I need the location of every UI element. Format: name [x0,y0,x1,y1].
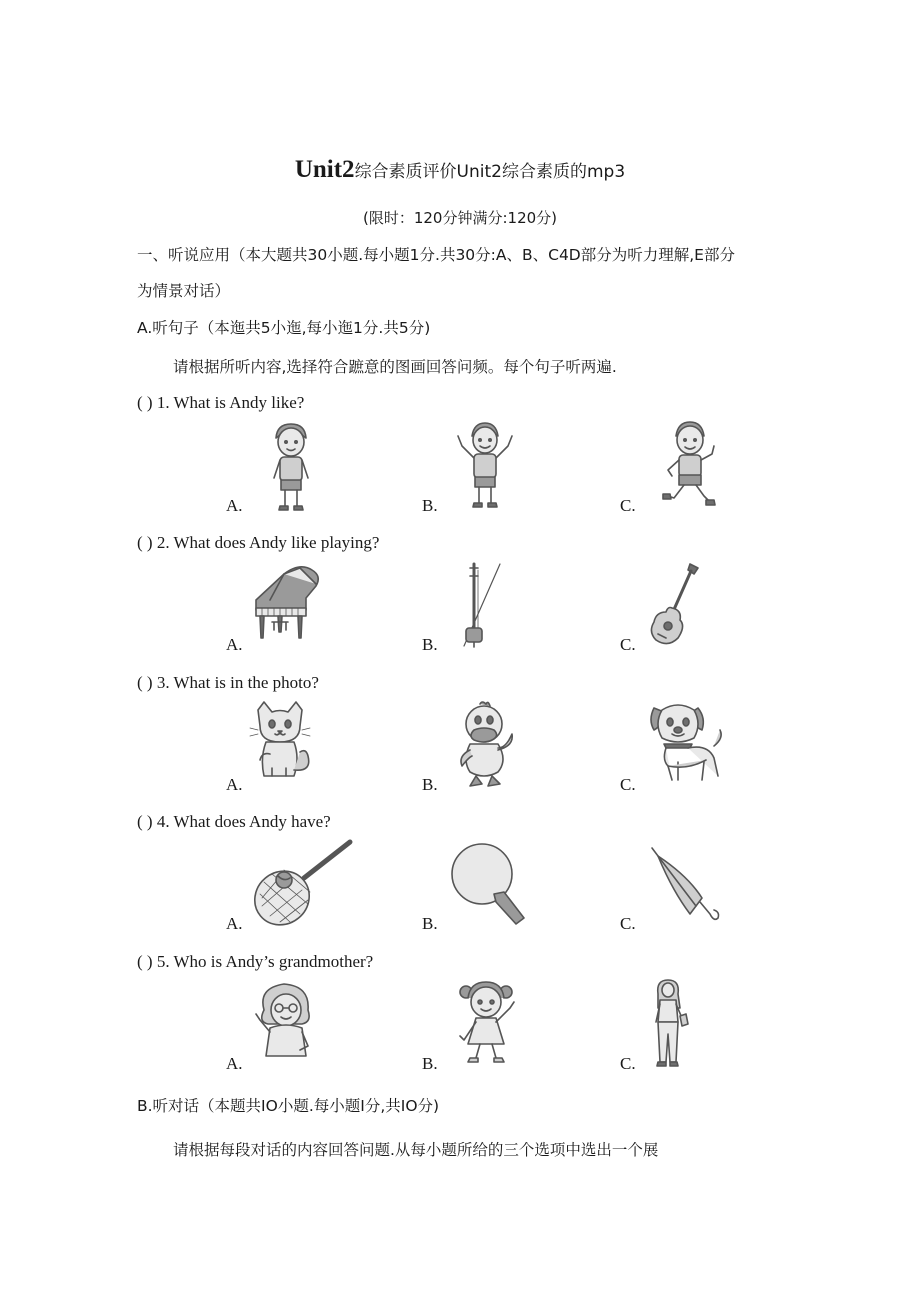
question-1: ( ) 1. What is Andy like? [137,393,305,412]
ping-pong-paddle-icon[interactable] [450,842,526,926]
option-4b-letter: B. [422,914,438,933]
part-b-heading: B.听对话（本题共IO小题.每小题I分,共IO分) [137,1097,440,1115]
little-girl-icon[interactable] [454,978,520,1068]
dog-icon[interactable] [648,700,724,786]
option-5b-letter: B. [422,1054,438,1073]
tennis-racket-icon[interactable] [250,840,354,930]
boy-standing-icon[interactable] [266,420,316,512]
option-2b-letter: B. [422,635,438,654]
option-4c-letter: C. [620,914,636,933]
question-3: ( ) 3. What is in the photo? [137,673,319,692]
option-2a-letter: A. [226,635,243,654]
young-woman-icon[interactable] [650,978,690,1070]
option-3b-letter: B. [422,775,438,794]
page-title [0,156,920,184]
section-heading-cont: 为情景对话） [137,282,231,300]
option-3c-letter: C. [620,775,636,794]
section-heading: 一、听说应用（本大题共30小题.每小题1分.共30分:A、B、C4D部分为听力理解,E部分 [137,246,735,264]
option-2c-letter: C. [620,635,636,654]
part-b-instruction: 请根据每段对话的内容回答问题.从每小题所给的三个选项中选出一个展 [173,1141,659,1159]
boy-running-icon[interactable] [660,418,720,510]
piano-icon[interactable] [250,562,328,642]
title-unit: Unit2 [294,156,355,183]
umbrella-icon[interactable] [648,846,724,926]
option-5a-letter: A. [226,1054,243,1073]
question-2: ( ) 2. What does Andy like playing? [137,533,380,552]
part-a-heading: A.听句子（本迤共5小迤,每小迤1分.共5分) [137,319,431,337]
grandmother-icon[interactable] [254,980,320,1066]
title-rest: 综合素质评价Unit2综合素质的mp3 [354,162,626,182]
option-4a-letter: A. [226,914,243,933]
option-5c-letter: C. [620,1054,636,1073]
boy-arms-up-icon[interactable] [454,420,516,510]
option-1a-letter: A. [226,496,243,515]
duck-icon[interactable] [454,700,516,790]
question-5: ( ) 5. Who is Andy’s grandmother? [137,952,374,971]
erhu-icon[interactable] [456,560,504,648]
part-a-instruction: 请根据所听内容,选择符合蹠意的图画回答问频。每个句子听两遍. [173,358,617,376]
guitar-icon[interactable] [648,562,700,650]
option-1c-letter: C. [620,496,636,515]
time-limit: (限时：120分钟满分:120分) [362,209,558,227]
option-1b-letter: B. [422,496,438,515]
question-4: ( ) 4. What does Andy have? [137,812,331,831]
cat-icon[interactable] [250,700,316,786]
option-3a-letter: A. [226,775,243,794]
